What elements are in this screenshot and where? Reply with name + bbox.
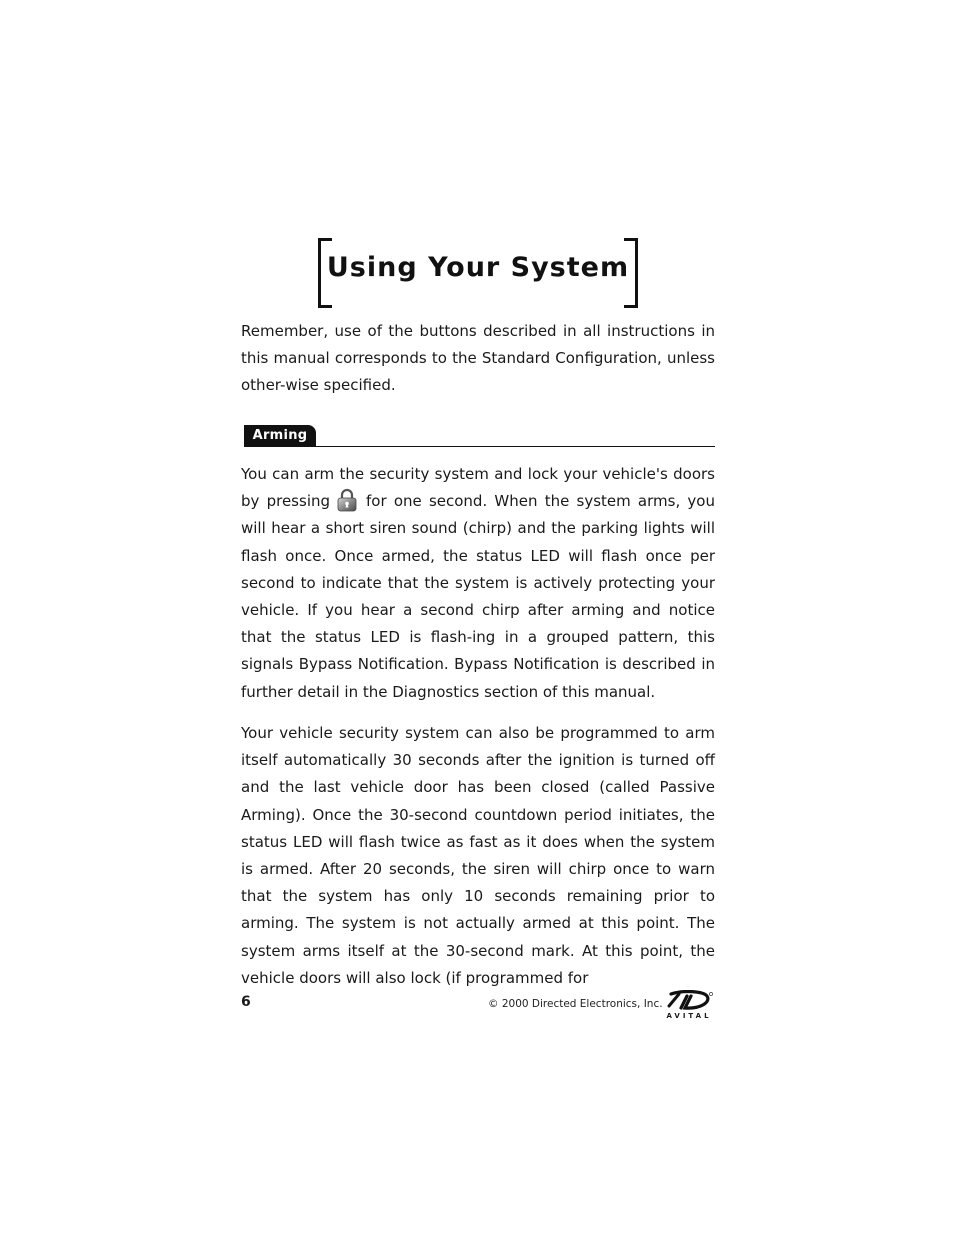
avital-logo xyxy=(661,990,717,1018)
arming-text-after-icon: for one second. When the system arms, you will hear a short siren sound (chirp) and the parking lights will flash once. Once armed, the status LED will flash once per second to indicate that the system is actively protecting your vehicle. If you hear a second chirp after arming and notice that the status LED is flash-ing in a grouped pattern, this signals Bypass Notification. Bypass Notification is described in further detail in the Diagnostics section of this manual. xyxy=(241,492,715,701)
section-label: Arming xyxy=(244,425,316,446)
page-title: Using Your System xyxy=(326,252,630,283)
arming-text-before-icon: You can arm the security system and lock your vehicle's doors by pressing xyxy=(241,465,715,511)
page-title-frame xyxy=(318,238,638,308)
passive-arming-paragraph: Your vehicle security system can also be programmed to arm itself automatically 30 seconds after the ignition is turned off and the last vehicle door has been closed (called Passive Arming). Once the 30-second countdown period initiates, the status LED will flash twice as fast as it does when the system is armed. After 20 seconds, the siren will chirp once to warn that the system has only 10 seconds remaining prior to arming. The system is not actually armed at this point. The system arms itself at the 30-second mark. At this point, the vehicle doors will also lock (if programmed for xyxy=(241,724,715,987)
page-number: 6 xyxy=(241,994,251,1010)
section-header-arming xyxy=(244,425,715,447)
lock-icon xyxy=(336,488,358,512)
copyright-notice: © 2000 Directed Electronics, Inc. xyxy=(488,998,663,1010)
arming-paragraph xyxy=(241,461,715,706)
intro-paragraph: Remember, use of the buttons described in all instructions in this manual corresponds to the Standard Configuration, unless other-wise specified. xyxy=(241,322,715,395)
avital-logo-mark xyxy=(661,990,717,1012)
logo-wordmark: AVITAL xyxy=(666,1012,712,1020)
